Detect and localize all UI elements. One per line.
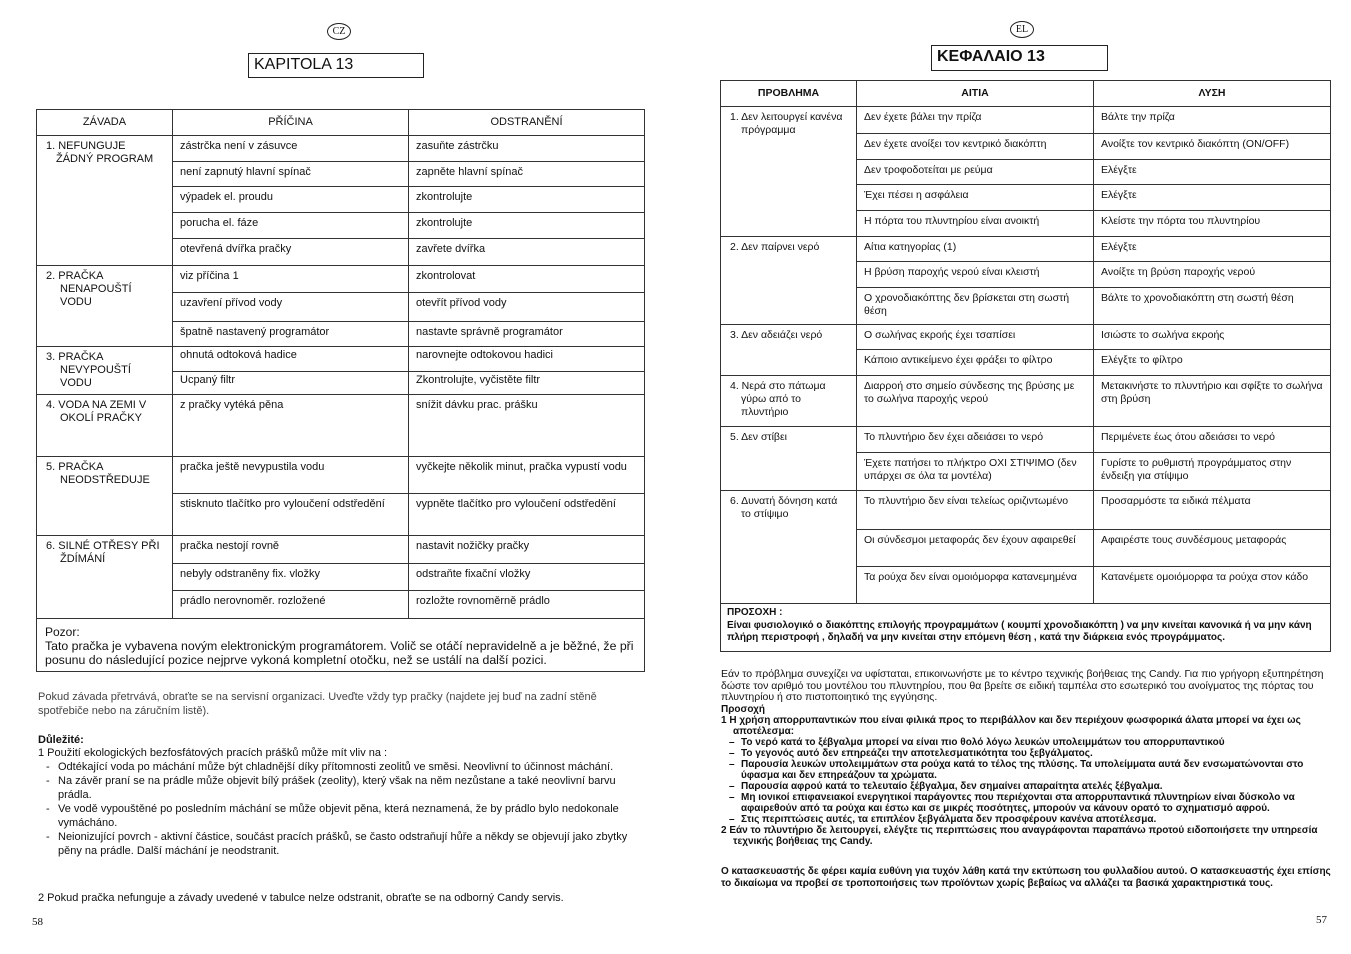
solution-cell: nastavte správně programátor xyxy=(409,322,645,347)
problem-label: 1. Δεν λειτουργεί κανένα πρόγραμμα xyxy=(730,111,843,136)
list-item: – Το γεγονός αυτό δεν επηρεάζει την αποτελεσματικότητα του ξεβγάλματος. xyxy=(729,748,1093,759)
cause-cell: Έχετε πατήσει το πλήκτρο ΟΧΙ ΣΤΙΨΙΜΟ (δεν υπάρχει σε όλα τα μοντέλα) xyxy=(857,453,1094,491)
service-paragraph-cz: Pokud závada přetrvává, obraťte se na servisní organizaci. Uveďte vždy typ pračky (najdete jej buď na zadní stěně spotřebiče nebo na záručním listě). xyxy=(38,691,597,717)
solution-cell: zkontrolovat xyxy=(409,266,645,293)
cause-cell: zástrčka není v zásuvce xyxy=(173,136,409,162)
problem-label: 6. Δυνατή δόνηση κατά το στίψιμο xyxy=(730,495,838,520)
cause-cell: Έχει πέσει η ασφάλεια xyxy=(857,185,1094,211)
header-solution: ΛΥΣΗ xyxy=(1094,81,1331,107)
solution-cell: otevřít přívod vody xyxy=(409,293,645,322)
cause-cell: Τα ρούχα δεν είναι ομοιόμορφα κατανεμημένα xyxy=(857,567,1094,604)
solution-cell: zkontrolujte xyxy=(409,213,645,239)
language-badge-cz: CZ xyxy=(327,23,351,40)
header-fault: ZÁVADA xyxy=(37,110,173,136)
problem-cell xyxy=(37,266,173,347)
problem-cell xyxy=(37,136,173,266)
solution-cell: Ελέγξτε xyxy=(1094,160,1331,185)
table-row xyxy=(721,107,1331,134)
troubleshooting-table-cz xyxy=(36,109,645,672)
bullet-text: Παρουσία λευκών υπολειμμάτων στα ρούχα κατά το τέλος της πλύσης. Τα υπολείμματα αυτά δεν ενσωματώνονται στο ύφασμα και δεν επηρεάζουν τα χρώματα. xyxy=(741,759,1304,781)
solution-cell: zkontrolujte xyxy=(409,187,645,213)
cause-cell: viz příčina 1 xyxy=(173,266,409,293)
important-title-cz: Důležité: xyxy=(38,734,84,746)
solution-cell: nastavit nožičky pračky xyxy=(409,536,645,564)
language-badge-el: EL xyxy=(1010,21,1034,38)
note-row xyxy=(37,619,645,672)
bullet-text: Na závěr praní se na prádle může objevit bílý prášek (zeolity), který však na něm nezůstane a také neovlivní barvu prádla. xyxy=(58,775,616,801)
attention-title-el xyxy=(721,704,1331,847)
problem-cell xyxy=(721,376,857,427)
cause-cell: Η βρύση παροχής νερού είναι κλειστή xyxy=(857,262,1094,288)
table-row xyxy=(37,457,645,494)
list-item: - Na závěr praní se na prádle může objevit bílý prášek (zeolity), který však na něm nezůstane a také neovlivní barvu prádla. xyxy=(46,775,616,801)
solution-cell: zavřete dvířka xyxy=(409,239,645,266)
list-item: – Μη ιονικοί επιφανειακοί ενεργητικοί παράγοντες που περιέχονται στα απορρυπαντικά πλυντηρίων είναι δύσκολο να αφαιρεθούν από τα ρούχα και έστω και σε μικρές ποσότητες, μπορούν να κάνουν ορατό το σχηματισμό αφρού. xyxy=(729,792,1295,814)
solution-cell: Zkontrolujte, vyčistěte filtr xyxy=(409,371,645,394)
solution-cell: vypněte tlačítko pro vyloučení odstředění xyxy=(409,494,645,536)
chapter-title-cz: KAPITOLA 13 xyxy=(248,53,424,78)
solution-cell: zapněte hlavní spínač xyxy=(409,162,645,187)
bullet-text: Παρουσία αφρού κατά το τελευταίο ξέβγαλμα, δεν σημαίνει απαραίτητα ατελές ξέβγαλμα. xyxy=(741,781,1163,792)
table-row xyxy=(721,237,1331,262)
solution-cell: Ελέγξτε xyxy=(1094,237,1331,262)
solution-cell: Κλείστε την πόρτα του πλυντηρίου xyxy=(1094,211,1331,237)
problem-cell xyxy=(37,536,173,619)
problem-label: 6. SILNÉ OTŘESY PŘI ŽDÍMÁNÍ xyxy=(46,540,160,565)
disclaimer-el: Ο κατασκευαστής δε φέρει καμία ευθύνη για τυχόν λάθη κατά την εκτύπωση του φυλλαδίου αυτού. Ο κατασκευαστής έχει επίσης το δικαίωμα να προβεί σε τροποποιήσεις των προϊόντων χωρίς βεβαίως να αλλάζει τα βασικά χαρακτηριστικά τους. xyxy=(721,866,1331,889)
solution-cell: Προσαρμόστε τα ειδικά πέλματα xyxy=(1094,491,1331,530)
header-cause: PŘÍČINA xyxy=(173,110,409,136)
problem-label: 5. PRAČKA NEODSTŘEDUJE xyxy=(46,461,150,486)
table-row xyxy=(721,325,1331,350)
cause-cell: pračka ještě nevypustila vodu xyxy=(173,457,409,494)
problem-label: 4. VODA NA ZEMI V OKOLÍ PRAČKY xyxy=(46,399,147,424)
list-item: – Παρουσία λευκών υπολειμμάτων στα ρούχα κατά το τέλος της πλύσης. Τα υπολείμματα αυτά δεν ενσωματώνονται στο ύφασμα και δεν επηρεάζουν τα χρώματα. xyxy=(729,759,1304,781)
cause-cell: Ο χρονοδιακόπτης δεν βρίσκεται στη σωστή θέση xyxy=(857,288,1094,325)
cause-cell: Κάποιο αντικείμενο έχει φράξει το φίλτρο xyxy=(857,350,1094,376)
table-row xyxy=(37,266,645,293)
problem-cell xyxy=(721,427,857,491)
solution-cell: vyčkejte několik minut, pračka vypustí vodu xyxy=(409,457,645,494)
cause-cell: Ucpaný filtr xyxy=(173,371,409,394)
list-item: – Στις περιπτώσεις αυτές, τα επιπλέον ξεβγάλματα δεν προσφέρουν κανένα αποτέλεσμα. xyxy=(729,814,1157,825)
solution-cell: Αφαιρέστε τους συνδέσμους μεταφοράς xyxy=(1094,530,1331,567)
header-cause: ΑΙΤΙΑ xyxy=(857,81,1094,107)
note-cell xyxy=(721,604,1331,652)
cause-cell: Δεν τροφοδοτείται με ρεύμα xyxy=(857,160,1094,185)
bullet-text: Μη ιονικοί επιφανειακοί ενεργητικοί παράγοντες που περιέχονται στα απορρυπαντικά πλυντηρίων είναι δύσκολο να αφαιρεθούν από τα ρούχα και έστω και σε μικρές ποσότητες, μπορούν να κάνουν ορατό το σχηματισμό αφρού. xyxy=(741,792,1295,814)
header-problem: ΠΡΟΒΛΗΜΑ xyxy=(721,81,857,107)
problem-cell xyxy=(721,325,857,376)
cause-cell: ohnutá odtoková hadice xyxy=(173,347,409,372)
cause-cell: výpadek el. proudu xyxy=(173,187,409,213)
problem-label: 2. Δεν παίρνει νερό xyxy=(730,241,820,253)
problem-cell xyxy=(37,457,173,536)
table-row xyxy=(721,427,1331,453)
solution-cell: Κατανέμετε ομοιόμορφα τα ρούχα στον κάδο xyxy=(1094,567,1331,604)
cause-cell: špatně nastavený programátor xyxy=(173,322,409,347)
table-row xyxy=(721,376,1331,427)
problem-cell xyxy=(721,237,857,325)
cause-cell: Η πόρτα του πλυντηρίου είναι ανοικτή xyxy=(857,211,1094,237)
problem-label: 4. Νερά στο πάτωμα γύρω από το πλυντήριο xyxy=(730,380,826,418)
cause-cell: Αίτια κατηγορίας (1) xyxy=(857,237,1094,262)
attention-title: Προσοχή xyxy=(721,704,765,715)
solution-cell: snížit dávku prac. prášku xyxy=(409,395,645,457)
table-row xyxy=(721,491,1331,530)
cause-cell: pračka nestojí rovně xyxy=(173,536,409,564)
list-item: - Ve vodě vypouštěné po posledním máchání se může objevit pěna, která neznamená, že by prádlo bylo nedokonale vymácháno. xyxy=(46,803,619,829)
page-number-left: 58 xyxy=(32,916,43,928)
note-title: ΠΡΟΣΟΧΗ : xyxy=(727,607,783,618)
list-item: – Παρουσία αφρού κατά το τελευταίο ξέβγαλμα, δεν σημαίνει απαραίτητα ατελές ξέβγαλμα. xyxy=(729,781,1163,792)
list-item: 1 Η χρήση απορρυπαντικών που είναι φιλικά προς το περιβάλλον και δεν περιέχουν φωσφορικά άλατα μπορεί να έχει ως αποτέλεσμα: xyxy=(721,715,1301,737)
bullet-text: Neionizující povrch - aktivní částice, součást pracích prášků, se často odstraňují hůře a někdy se objevují jako zbytky pěny na prádle. Další máchání je neodstranit. xyxy=(58,831,628,857)
table-header-row xyxy=(37,110,645,136)
page-number-right: 57 xyxy=(1316,914,1327,926)
cause-cell: nebyly odstraněny fix. vložky xyxy=(173,564,409,591)
chapter-title-el: ΚΕΦΑΛΑΙΟ 13 xyxy=(931,45,1108,71)
service-paragraph-el: Εάν το πρόβλημα συνεχίζει να υφίσταται, επικοινωνήστε με το κέντρο τεχνικής βοήθειας της Candy. Για πιο γρήγορη εξυπηρέτηση δώστε τον αριθμό του μοντέλου του πλυντηρίου, που θα βρείτε σε ειδική ταμπέλα στο εσωτερικό του ανοίγματος της πόρτας του πλυντηρίου ή στο πιστοποιητικό της εγγύησης. xyxy=(721,668,1324,703)
solution-cell: Ελέγξτε το φίλτρο xyxy=(1094,350,1331,376)
service-note-cz: 2 Pokud pračka nefunguje a závady uvedené v tabulce nelze odstranit, obraťte se na odborný Candy servis. xyxy=(38,892,564,904)
cause-cell: porucha el. fáze xyxy=(173,213,409,239)
solution-cell: odstraňte fixační vložky xyxy=(409,564,645,591)
cause-cell: Οι σύνδεσμοι μεταφοράς δεν έχουν αφαιρεθεί xyxy=(857,530,1094,567)
solution-cell: Μετακινήστε το πλυντήριο και σφίξτε το σωλήνα στη βρύση xyxy=(1094,376,1331,427)
bullet-text: Ve vodě vypouštěné po posledním máchání se může objevit pěna, která neznamená, že by prádlo bylo nedokonale vymácháno. xyxy=(58,803,619,829)
note-body: Είναι φυσιολογικό ο διακόπτης επιλογής προγραμμάτων ( κουμπί χρονοδιακόπτη ) να μην κινείται κανονικά ή να μην κάνη πλήρη περιστροφή , δηλαδή να μην κινείται στην επόμενη θέση , κατά την διάρκεια ενός προγράμματος. xyxy=(727,619,1312,643)
note-row xyxy=(721,604,1331,652)
list-item: 2 Εάν το πλυντήριο δε λειτουργεί, ελέγξτε τις περιπτώσεις που αναγράφονται παραπάνω προτού ειδοποιήσετε την υπηρεσία τεχνικής βοήθειας της Candy. xyxy=(721,825,1318,847)
table-row xyxy=(37,136,645,162)
solution-cell: Γυρίστε το ρυθμιστή προγράμματος στην ένδειξη για στίψιμο xyxy=(1094,453,1331,491)
header-remedy: ODSTRANĚNÍ xyxy=(409,110,645,136)
bullet-text: Odtékající voda po máchání může být chladnější díky přítomnosti zeolitů ve směsi. Neovlivní to účinnost máchání. xyxy=(58,761,614,773)
list-item: - Odtékající voda po máchání může být chladnější díky přítomnosti zeolitů ve směsi. Neovlivní to účinnost máchání. xyxy=(46,761,614,773)
table-row xyxy=(37,536,645,564)
list-item: 1 Použití ekologických bezfosfátových pracích prášků může mít vliv na : xyxy=(38,747,388,759)
cause-cell: Το πλυντήριο δεν έχει αδειάσει το νερό xyxy=(857,427,1094,453)
cause-cell: Το πλυντήριο δεν είναι τελείως οριζιντωμένο xyxy=(857,491,1094,530)
cause-cell: stisknuto tlačítko pro vyloučení odstředění xyxy=(173,494,409,536)
table-row xyxy=(37,395,645,457)
note-body: Tato pračka je vybavena novým elektronickým programátorem. Volič se otáčí nepravidelně a je běžné, že při posunu do následující pozice nejprve vykoná kompletní otočku, než se ustálí na další pozici. xyxy=(45,639,634,667)
bullet-text: Στις περιπτώσεις αυτές, τα επιπλέον ξεβγάλματα δεν προσφέρουν κανένα αποτέλεσμα. xyxy=(741,814,1157,825)
solution-cell: narovnejte odtokovou hadici xyxy=(409,347,645,372)
cause-cell: Δεν έχετε ανοίξει τον κεντρικό διακόπτη xyxy=(857,134,1094,160)
problem-label: 3. PRAČKA NEVYPOUŠTÍ VODU xyxy=(46,351,131,389)
cause-cell: Διαρροή στο σημείο σύνδεσης της βρύσης με το σωλήνα παροχής νερού xyxy=(857,376,1094,427)
cause-cell: prádlo nerovnoměr. rozložené xyxy=(173,591,409,619)
cause-cell: Ο σωλήνας εκροής έχει τσαπίσει xyxy=(857,325,1094,350)
table-row xyxy=(37,347,645,372)
problem-cell xyxy=(37,347,173,395)
solution-cell: Βάλτε την πρίζα xyxy=(1094,107,1331,134)
solution-cell: Ελέγξτε xyxy=(1094,185,1331,211)
list-item: – Το νερό κατά το ξέβγαλμα μπορεί να είναι πιο θολό λόγω λευκών υπολειμμάτων του απορρυπαντικού xyxy=(729,737,1225,748)
problem-cell xyxy=(721,107,857,237)
important-list-cz xyxy=(38,746,644,858)
note-title: Pozor: xyxy=(45,625,80,639)
problem-label: 3. Δεν αδειάζει νερό xyxy=(730,329,823,341)
solution-cell: zasuňte zástrčku xyxy=(409,136,645,162)
solution-cell: Ανοίξτε τη βρύση παροχής νερού xyxy=(1094,262,1331,288)
solution-cell: rozložte rovnoměrně prádlo xyxy=(409,591,645,619)
cause-cell: Δεν έχετε βάλει την πρίζα xyxy=(857,107,1094,134)
troubleshooting-table-el xyxy=(720,80,1331,652)
problem-cell xyxy=(721,491,857,604)
cause-cell: uzavření přívod vody xyxy=(173,293,409,322)
problem-cell xyxy=(37,395,173,457)
solution-cell: Βάλτε το χρονοδιακόπτη στη σωστή θέση xyxy=(1094,288,1331,325)
solution-cell: Ισιώστε το σωλήνα εκροής xyxy=(1094,325,1331,350)
solution-cell: Περιμένετε έως ότου αδειάσει το νερό xyxy=(1094,427,1331,453)
cause-cell: není zapnutý hlavní spínač xyxy=(173,162,409,187)
table-header-row xyxy=(721,81,1331,107)
note-cell xyxy=(37,619,645,672)
bullet-text: Το γεγονός αυτό δεν επηρεάζει την αποτελεσματικότητα του ξεβγάλματος. xyxy=(741,748,1093,759)
cause-cell: z pračky vytéká pěna xyxy=(173,395,409,457)
list-item: - Neionizující povrch - aktivní částice, součást pracích prášků, se často odstraňují hůře a někdy se objevují jako zbytky pěny na prádle. Další máchání je neodstranit. xyxy=(46,831,628,857)
problem-label: 2. PRAČKA NENAPOUŠTÍ VODU xyxy=(46,270,132,308)
solution-cell: Ανοίξτε τον κεντρικό διακόπτη (ON/OFF) xyxy=(1094,134,1331,160)
cause-cell: otevřená dvířka pračky xyxy=(173,239,409,266)
problem-label: 1. NEFUNGUJE ŽÁDNÝ PROGRAM xyxy=(46,140,154,165)
problem-label: 5. Δεν στίβει xyxy=(730,431,787,443)
bullet-text: Το νερό κατά το ξέβγαλμα μπορεί να είναι πιο θολό λόγω λευκών υπολειμμάτων του απορρυπαντικού xyxy=(741,737,1225,748)
